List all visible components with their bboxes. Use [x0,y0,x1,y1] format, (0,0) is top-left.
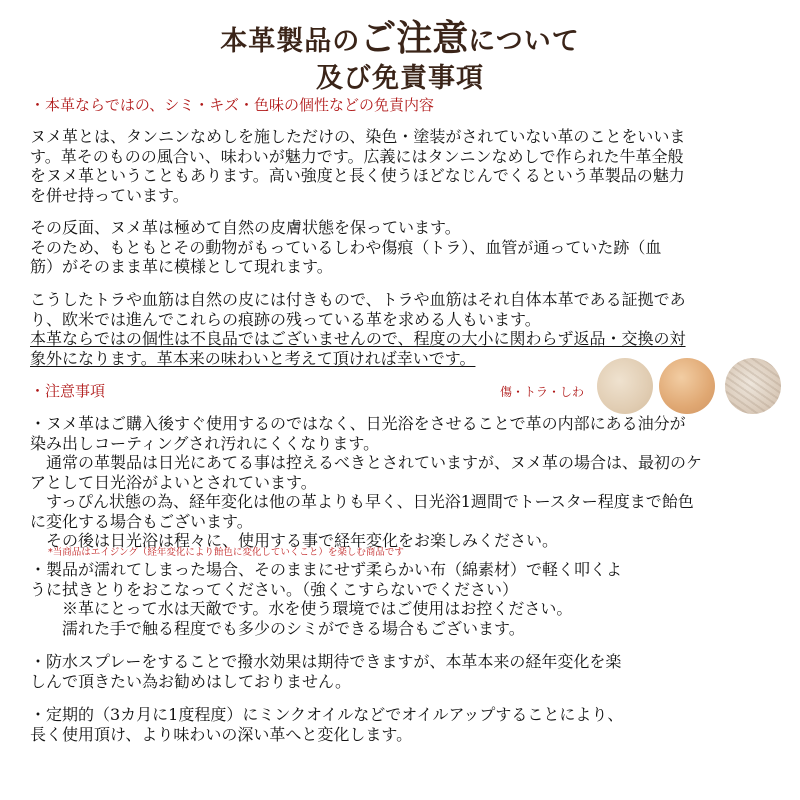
title-post: について [468,26,580,57]
leather-swatch-tora [659,358,715,414]
disclaimer-underlined: 本革ならではの個性は不良品ではございませんので、程度の大小に関わらず返品・交換の対 [30,329,686,348]
aging-note: *当商品はエイジング（経年変化により飴色に変化していくこと）を楽しむ商品です [48,547,404,558]
section-heading-disclaimer: ・本革ならではの、シミ・キズ・色味の個性などの免責内容 [30,96,434,114]
intro-paragraph-1: ヌメ革とは、タンニンなめしを施しただけの、染色・塗装がされていない革のことをいいま す。革そのものの風合い、味わいが魅力です。広義にはタンニンなめしで作られた牛革全般 をヌメ革ということもあります。高い強度と長く使うほどなじんでくるという革製品の魅力 を併せ持っています。 [30,127,686,205]
section-heading-cautions: ・注意事項 [30,382,106,400]
title-line-2: 及び免責事項 [316,63,484,94]
care-paragraph-sunbath: ・ヌメ革はご購入後すぐ使用するのではなく、日光浴をさせることで革の内部にある油分が 染み出しコーティングされ汚れにくくなります。 通常の革製品は日光にあてる事は控えるべきとされていますが、ヌメ革の場合は、最初のケ アとして日光浴がよいとされています。 すっぴん状態の為、経年変化は他の革よりも早く、日光浴1週間でトースター程度まで飴色 に変化する場合もございます。 その後は日光浴は程々に、使用する事で経年変化をお楽しみください。 [30,414,703,550]
intro-paragraph-2: その反面、ヌメ革は極めて自然の皮膚状態を保っています。 そのため、もともとその動物がもっているしわや傷痕（トラ）、血管が通っていた跡（血 筋）がそのまま革に模様として現れます。 [30,218,662,276]
leather-swatch-scratch [597,358,653,414]
care-paragraph-wet: ・製品が濡れてしまった場合、そのままにせず柔らかい布（綿素材）で軽く叩くよ うに拭きとりをおこなってください。（強くこすらないでください） ※革にとって水は天敵です。水を使う環境ではご使用はお控ください。 濡れた手で触る程度でも多少のシミができる場合もございます。 [30,560,623,638]
intro-paragraph-3: こうしたトラや血筋は自然の皮には付きもので、トラや血筋はそれ自体本革である証拠であ り、欧米では進んでこれらの痕跡の残っている革を求める人もいます。 本革ならではの個性は不良品ではございませんので、程度の大小に関わらず返品・交換の対 象外になります。革本来の味わいと考えて頂ければ幸いです。 [30,290,775,368]
title-pre: 本革製品の [220,26,361,57]
swatch-caption: 傷・トラ・しわ [500,385,585,399]
care-paragraph-oil: ・定期的（3カ月に1度程度）にミンクオイルなどでオイルアップすることにより、 長く使用頂け、より味わいの深い革へと変化します。 [30,705,624,744]
care-paragraph-waterproof: ・防水スプレーをすることで撥水効果は期待できますが、本革本来の経年変化を楽 しんで頂きたい為お勧めはしておりません。 [30,652,622,691]
page-title [0,18,800,96]
title-line-1 [0,18,800,62]
leather-swatch-wrinkle [725,358,781,414]
title-emphasis: ご注意 [360,17,469,59]
